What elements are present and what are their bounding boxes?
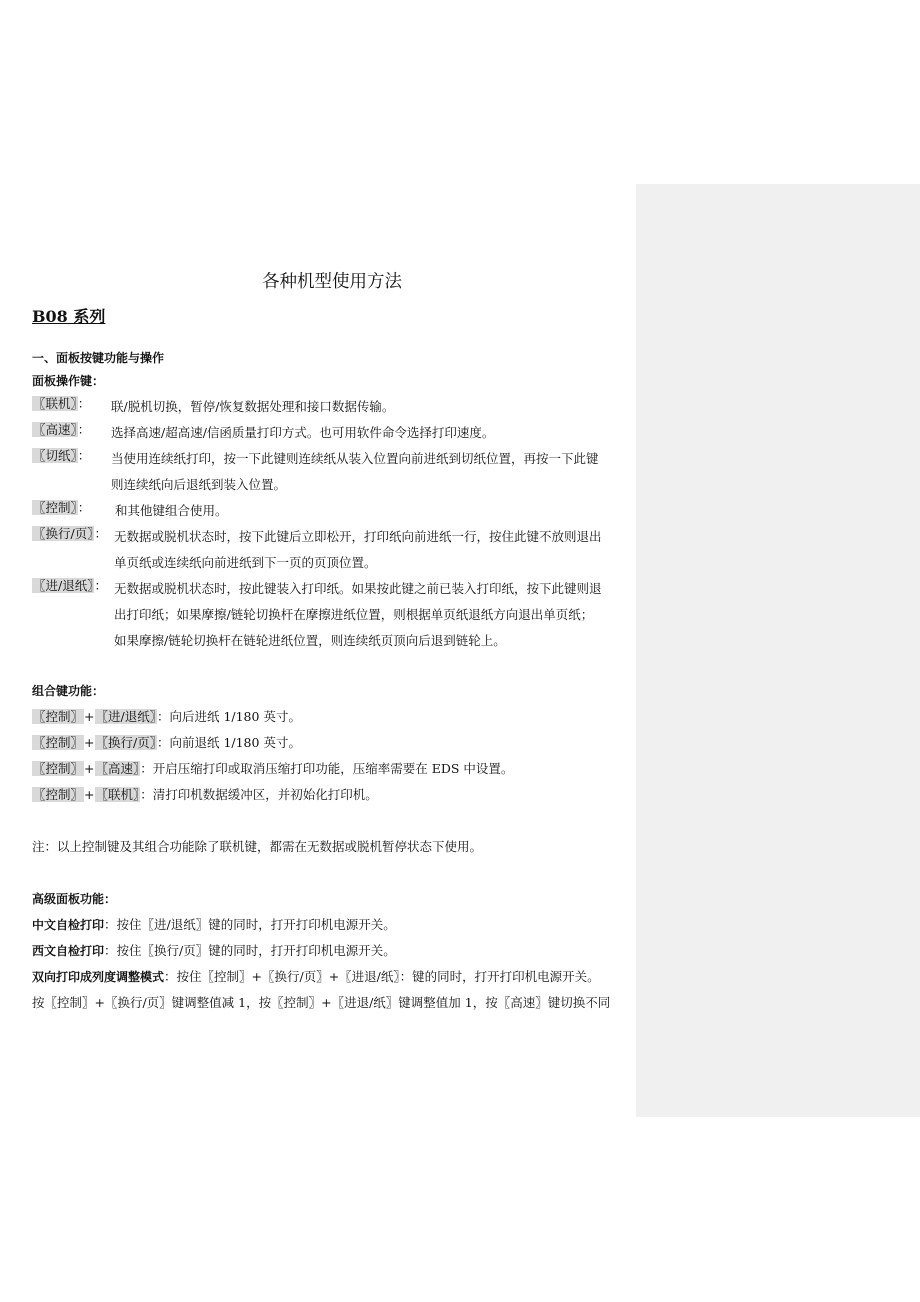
key-label: 〖进/退纸〗： (33, 578, 107, 593)
key-row (32, 498, 632, 524)
combo-row: 〖控制〗+〖换行/页〗：向前退纸 1/180 英寸。 (33, 735, 301, 750)
section-panel-keys (32, 346, 632, 394)
key-label: 〖联机〗： (33, 396, 91, 411)
note (32, 834, 632, 860)
section-subheading: 面板操作键： (32, 374, 105, 388)
advanced-item: 西文自检打印：按住〖换行/页〗键的同时，打开打印机电源开关。 (32, 943, 396, 958)
combo-row: 〖控制〗+〖联机〗：清打印机数据缓冲区，并初始化打印机。 (33, 787, 378, 802)
key-row (32, 524, 632, 576)
key-description: 当使用连续纸打印，按一下此键则连续纸从装入位置向前进纸到切纸位置，再按一下此键 则连续纸向后退纸到装入位置。 (111, 451, 599, 492)
advanced-item: 中文自检打印：按住〖进/退纸〗键的同时，打开打印机电源开关。 (32, 917, 396, 932)
combo-row: 〖控制〗+〖进/退纸〗：向后进纸 1/180 英寸。 (33, 709, 301, 724)
page-title: 各种机型使用方法 (262, 272, 402, 292)
section-heading: 一、面板按键功能与操作 (32, 351, 165, 365)
key-description: 和其他键组合使用。 (115, 503, 228, 518)
combo-row: 〖控制〗+〖高速〗：开启压缩打印或取消压缩打印功能，压缩率需要在 EDS 中设置。 (33, 761, 514, 776)
key-label: 〖换行/页〗： (33, 526, 107, 541)
section-heading: 高级面板功能： (32, 892, 117, 906)
key-row (32, 576, 632, 654)
note-text: 注：以上控制键及其组合功能除了联机键，都需在无数据或脱机暂停状态下使用。 (32, 839, 483, 854)
series-heading: B08 系列 (32, 307, 106, 326)
key-label: 〖高速〗： (33, 422, 91, 437)
key-row (32, 394, 632, 420)
key-row (32, 446, 632, 498)
section-heading: 组合键功能： (32, 684, 105, 698)
key-label: 〖切纸〗： (33, 448, 91, 463)
key-row (32, 420, 632, 446)
key-description: 无数据或脱机状态时，按下此键后立即松开，打印纸向前进纸一行，按住此键不放则退出 单页纸或连续纸向前进纸到下一页的页顶位置。 (114, 529, 602, 570)
advanced-continuation: 按〖控制〗+〖换行/页〗键调整值减 1，按〖控制〗+〖进退/纸〗键调整值加 1，按〖高速〗键切换不同 (32, 995, 611, 1010)
key-label: 〖控制〗： (33, 500, 91, 515)
section-advanced (32, 886, 632, 1016)
key-list (32, 394, 632, 654)
key-description: 选择高速/超高速/信函质量打印方式。也可用软件命令选择打印速度。 (111, 425, 495, 440)
key-description: 联/脱机切换，暂停/恢复数据处理和接口数据传输。 (111, 399, 395, 414)
section-combo-keys (32, 678, 632, 808)
key-description: 无数据或脱机状态时，按此键装入打印纸。如果按此键之前已装入打印纸，按下此键则退 出打印纸；如果摩擦/链轮切换杆在摩擦进纸位置，则根据单页纸退纸方向退出单页纸； 如果摩擦/链轮切换杆在链轮进纸位置，则连续纸页顶向后退到链轮上。 (114, 581, 602, 648)
advanced-item: 双向打印成列度调整模式：按住〖控制〗+〖换行/页〗+〖进退/纸〗：键的同时，打开打印机电源开关。 (32, 969, 600, 984)
comment-pane (636, 184, 920, 1117)
